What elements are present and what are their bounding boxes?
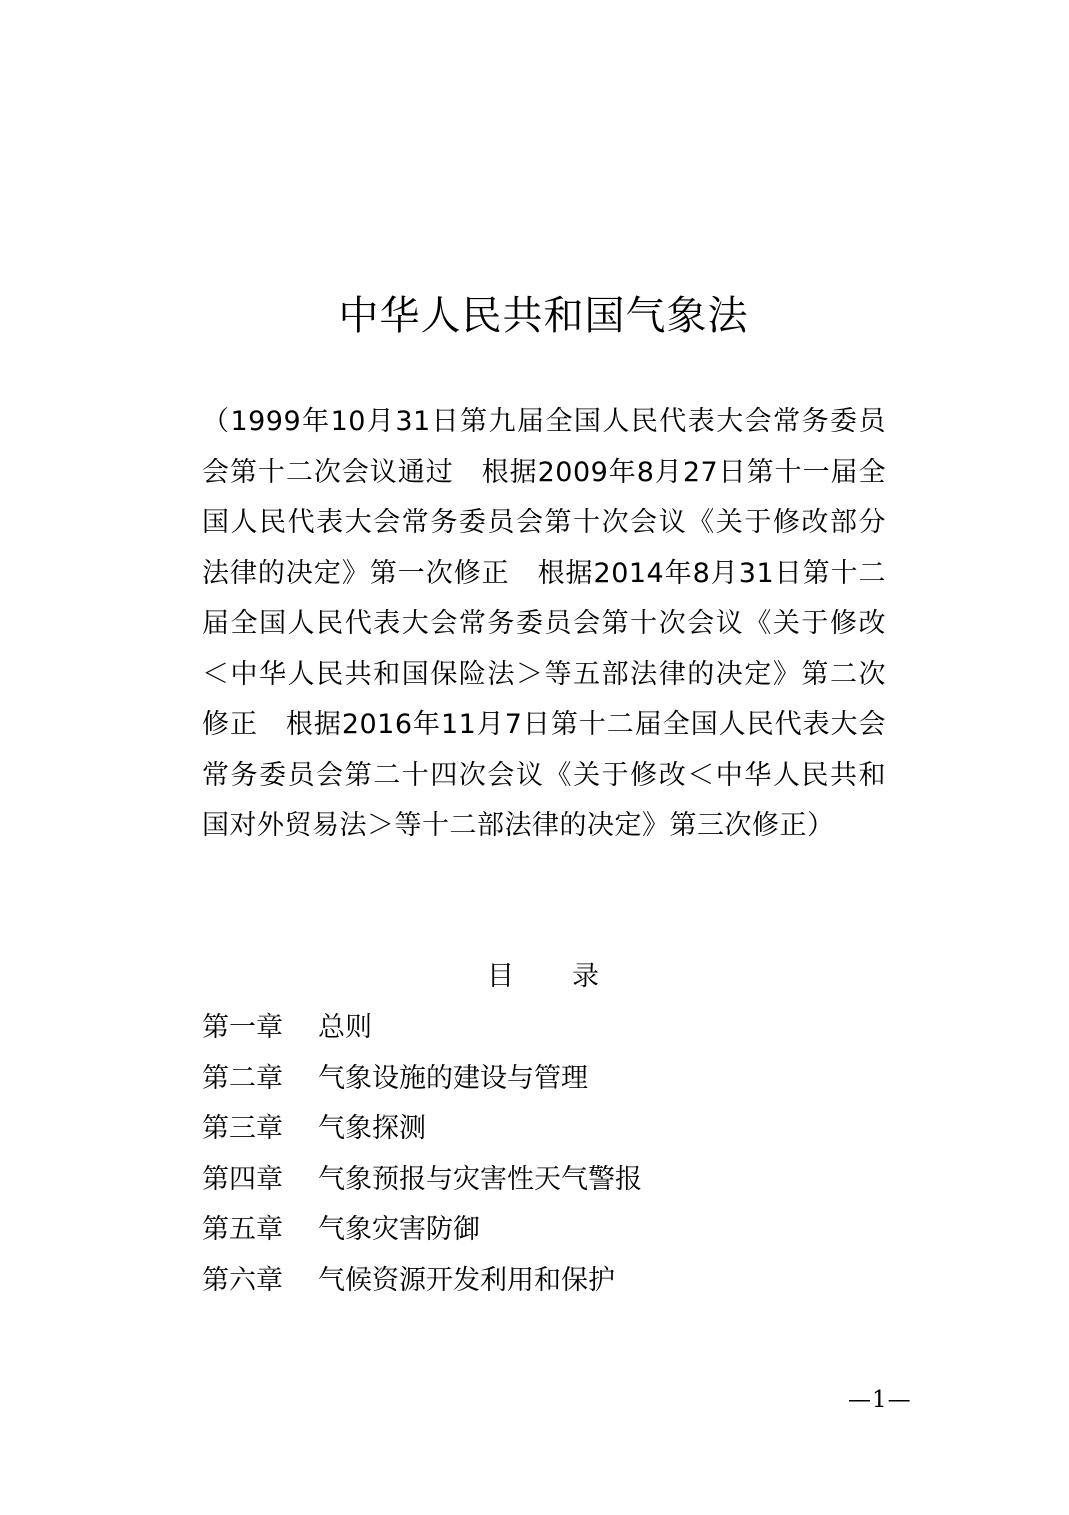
chapter-title: 气象灾害防御 bbox=[318, 1214, 480, 1245]
chapter-title: 气象探测 bbox=[318, 1113, 426, 1144]
page-number: —1— bbox=[848, 1387, 912, 1413]
chapter-number: 第四章 bbox=[202, 1163, 283, 1195]
chapter-title: 总则 bbox=[318, 1012, 372, 1043]
toc-item-chapter-3 bbox=[202, 1104, 642, 1155]
chapter-number: 第六章 bbox=[202, 1264, 283, 1296]
revision-note: （1999年10月31日第九届全国人民代表大会常务委员会第十二次会议通过 根据2009年8月27日第十一届全国人民代表大会常务委员会第十次会议《关于修改部分法律的决定》第一次修正 根据2014年8月31日第十二届全国人民代表大会常务委员会第十次会议《关于修改＜中华人民共和国保险法＞等五部法律的决定》第二次修正 根据2016年11月7日第十二届全国人民代表大会常务委员会第二十四次会议《关于修改＜中华人民共和国对外贸易法＞等十二部法律的决定》第三次修正） bbox=[202, 406, 886, 841]
chapter-title: 气象设施的建设与管理 bbox=[318, 1062, 588, 1094]
toc-item-chapter-4 bbox=[202, 1155, 642, 1206]
toc-item-chapter-5 bbox=[202, 1205, 642, 1256]
chapter-number: 第一章 bbox=[202, 1012, 283, 1043]
law-title: 中华人民共和国气象法 bbox=[338, 293, 749, 339]
chapter-number: 第三章 bbox=[202, 1113, 283, 1144]
table-of-contents bbox=[202, 1003, 642, 1306]
toc-heading-right: 录 bbox=[572, 961, 599, 992]
chapter-title: 气候资源开发利用和保护 bbox=[318, 1264, 615, 1296]
chapter-title: 气象预报与灾害性天气警报 bbox=[318, 1163, 642, 1195]
chapter-number: 第二章 bbox=[202, 1062, 283, 1094]
toc-item-chapter-2 bbox=[202, 1054, 642, 1105]
chapter-number: 第五章 bbox=[202, 1214, 283, 1245]
toc-heading-left: 目 bbox=[487, 961, 514, 992]
toc-item-chapter-6 bbox=[202, 1256, 642, 1307]
toc-heading bbox=[487, 957, 599, 997]
toc-item-chapter-1 bbox=[202, 1003, 642, 1054]
